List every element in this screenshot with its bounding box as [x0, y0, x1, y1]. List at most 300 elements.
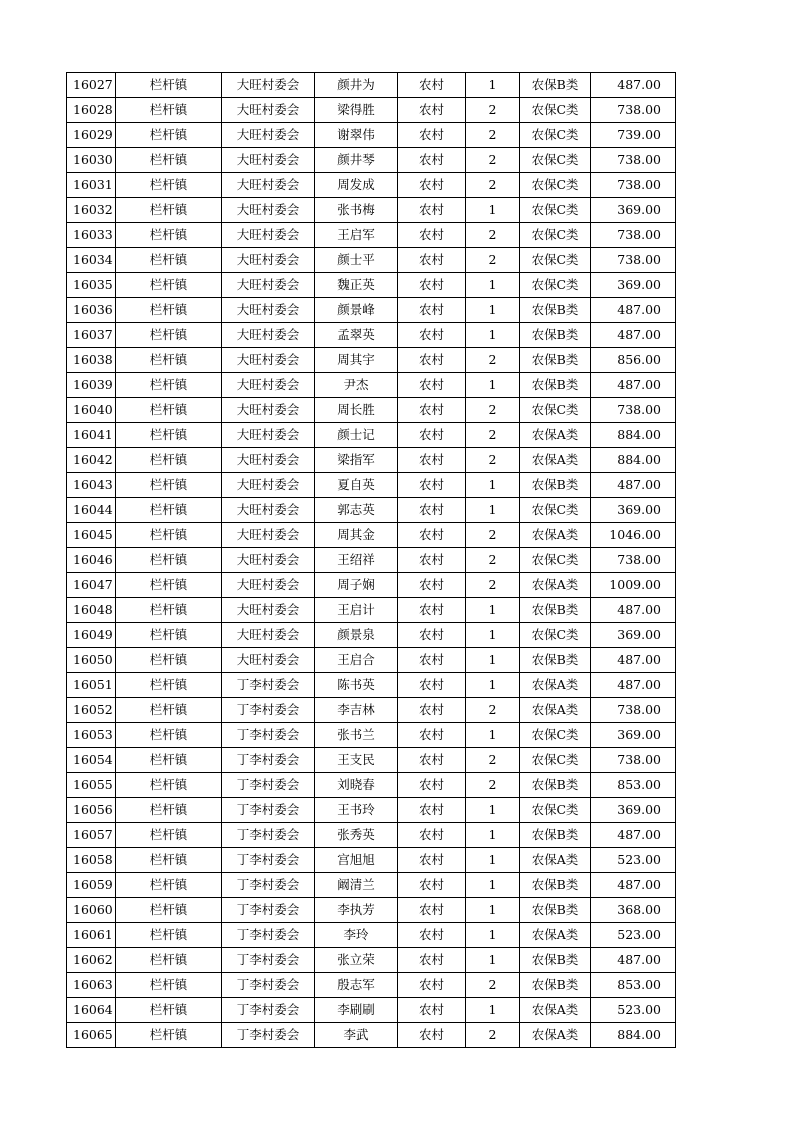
name-cell: 郭志英 — [315, 498, 398, 523]
table-row — [67, 423, 676, 448]
insurance-class-cell: 农保B类 — [520, 773, 591, 798]
amount-cell: 369.00 — [591, 498, 676, 523]
table-row — [67, 923, 676, 948]
area-type-cell: 农村 — [398, 548, 466, 573]
amount-cell: 487.00 — [591, 873, 676, 898]
record-id-cell: 16027 — [67, 73, 116, 98]
table-row — [67, 898, 676, 923]
record-id-cell: 16038 — [67, 348, 116, 373]
name-cell: 王绍祥 — [315, 548, 398, 573]
area-type-cell: 农村 — [398, 773, 466, 798]
table-row — [67, 948, 676, 973]
village-committee-cell: 大旺村委会 — [222, 173, 315, 198]
household-count-cell: 2 — [466, 448, 520, 473]
record-id-cell: 16061 — [67, 923, 116, 948]
record-id-cell: 16045 — [67, 523, 116, 548]
household-count-cell: 1 — [466, 873, 520, 898]
town-cell: 栏杆镇 — [116, 73, 222, 98]
area-type-cell: 农村 — [398, 973, 466, 998]
record-id-cell: 16063 — [67, 973, 116, 998]
town-cell: 栏杆镇 — [116, 223, 222, 248]
village-committee-cell: 大旺村委会 — [222, 473, 315, 498]
village-committee-cell: 大旺村委会 — [222, 498, 315, 523]
area-type-cell: 农村 — [398, 248, 466, 273]
area-type-cell: 农村 — [398, 223, 466, 248]
insurance-class-cell: 农保A类 — [520, 448, 591, 473]
area-type-cell: 农村 — [398, 448, 466, 473]
record-id-cell: 16033 — [67, 223, 116, 248]
area-type-cell: 农村 — [398, 848, 466, 873]
household-count-cell: 1 — [466, 673, 520, 698]
name-cell: 周子娴 — [315, 573, 398, 598]
household-count-cell: 2 — [466, 748, 520, 773]
record-id-cell: 16048 — [67, 598, 116, 623]
record-id-cell: 16057 — [67, 823, 116, 848]
record-id-cell: 16035 — [67, 273, 116, 298]
area-type-cell: 农村 — [398, 748, 466, 773]
table-row — [67, 148, 676, 173]
village-committee-cell: 大旺村委会 — [222, 248, 315, 273]
table-row — [67, 548, 676, 573]
town-cell: 栏杆镇 — [116, 198, 222, 223]
amount-cell: 369.00 — [591, 273, 676, 298]
name-cell: 李刷刷 — [315, 998, 398, 1023]
village-committee-cell: 大旺村委会 — [222, 373, 315, 398]
amount-cell: 738.00 — [591, 398, 676, 423]
household-count-cell: 2 — [466, 973, 520, 998]
village-committee-cell: 大旺村委会 — [222, 623, 315, 648]
record-id-cell: 16047 — [67, 573, 116, 598]
town-cell: 栏杆镇 — [116, 423, 222, 448]
name-cell: 孟翠英 — [315, 323, 398, 348]
table-row — [67, 723, 676, 748]
name-cell: 梁指军 — [315, 448, 398, 473]
name-cell: 张书兰 — [315, 723, 398, 748]
insurance-class-cell: 农保B类 — [520, 898, 591, 923]
household-count-cell: 1 — [466, 73, 520, 98]
town-cell: 栏杆镇 — [116, 473, 222, 498]
record-id-cell: 16051 — [67, 673, 116, 698]
village-committee-cell: 丁李村委会 — [222, 998, 315, 1023]
village-committee-cell: 大旺村委会 — [222, 123, 315, 148]
town-cell: 栏杆镇 — [116, 848, 222, 873]
insurance-class-cell: 农保A类 — [520, 923, 591, 948]
village-committee-cell: 大旺村委会 — [222, 348, 315, 373]
area-type-cell: 农村 — [398, 598, 466, 623]
insurance-class-cell: 农保B类 — [520, 648, 591, 673]
village-committee-cell: 大旺村委会 — [222, 298, 315, 323]
name-cell: 颜井为 — [315, 73, 398, 98]
insurance-class-cell: 农保C类 — [520, 398, 591, 423]
record-id-cell: 16059 — [67, 873, 116, 898]
insurance-class-cell: 农保C类 — [520, 273, 591, 298]
name-cell: 阚清兰 — [315, 873, 398, 898]
name-cell: 宫旭旭 — [315, 848, 398, 873]
village-committee-cell: 大旺村委会 — [222, 323, 315, 348]
table-row — [67, 648, 676, 673]
town-cell: 栏杆镇 — [116, 523, 222, 548]
amount-cell: 369.00 — [591, 723, 676, 748]
village-committee-cell: 大旺村委会 — [222, 198, 315, 223]
household-count-cell: 1 — [466, 298, 520, 323]
amount-cell: 738.00 — [591, 248, 676, 273]
name-cell: 尹杰 — [315, 373, 398, 398]
area-type-cell: 农村 — [398, 148, 466, 173]
name-cell: 魏正英 — [315, 273, 398, 298]
name-cell: 颜景峰 — [315, 298, 398, 323]
area-type-cell: 农村 — [398, 723, 466, 748]
record-id-cell: 16050 — [67, 648, 116, 673]
record-id-cell: 16065 — [67, 1023, 116, 1048]
area-type-cell: 农村 — [398, 473, 466, 498]
area-type-cell: 农村 — [398, 348, 466, 373]
insurance-class-cell: 农保C类 — [520, 548, 591, 573]
insurance-class-cell: 农保B类 — [520, 298, 591, 323]
table-row — [67, 323, 676, 348]
household-count-cell: 2 — [466, 548, 520, 573]
village-committee-cell: 大旺村委会 — [222, 398, 315, 423]
household-count-cell: 2 — [466, 223, 520, 248]
town-cell: 栏杆镇 — [116, 773, 222, 798]
village-committee-cell: 丁李村委会 — [222, 848, 315, 873]
insurance-class-cell: 农保C类 — [520, 148, 591, 173]
town-cell: 栏杆镇 — [116, 248, 222, 273]
record-id-cell: 16043 — [67, 473, 116, 498]
record-id-cell: 16055 — [67, 773, 116, 798]
amount-cell: 739.00 — [591, 123, 676, 148]
household-count-cell: 2 — [466, 423, 520, 448]
table-row — [67, 223, 676, 248]
village-committee-cell: 大旺村委会 — [222, 598, 315, 623]
roster-table — [66, 72, 676, 1048]
record-id-cell: 16046 — [67, 548, 116, 573]
town-cell: 栏杆镇 — [116, 148, 222, 173]
insurance-class-cell: 农保B类 — [520, 348, 591, 373]
record-id-cell: 16060 — [67, 898, 116, 923]
amount-cell: 738.00 — [591, 148, 676, 173]
amount-cell: 487.00 — [591, 73, 676, 98]
area-type-cell: 农村 — [398, 398, 466, 423]
town-cell: 栏杆镇 — [116, 448, 222, 473]
name-cell: 夏自英 — [315, 473, 398, 498]
insurance-class-cell: 农保A类 — [520, 1023, 591, 1048]
table-row — [67, 523, 676, 548]
record-id-cell: 16028 — [67, 98, 116, 123]
record-id-cell: 16052 — [67, 698, 116, 723]
roster-table-body — [67, 73, 676, 1048]
area-type-cell: 农村 — [398, 498, 466, 523]
area-type-cell: 农村 — [398, 98, 466, 123]
record-id-cell: 16058 — [67, 848, 116, 873]
household-count-cell: 1 — [466, 623, 520, 648]
household-count-cell: 2 — [466, 98, 520, 123]
town-cell: 栏杆镇 — [116, 573, 222, 598]
household-count-cell: 2 — [466, 123, 520, 148]
insurance-class-cell: 农保C类 — [520, 623, 591, 648]
village-committee-cell: 丁李村委会 — [222, 873, 315, 898]
record-id-cell: 16040 — [67, 398, 116, 423]
town-cell: 栏杆镇 — [116, 798, 222, 823]
household-count-cell: 1 — [466, 823, 520, 848]
insurance-class-cell: 农保A类 — [520, 698, 591, 723]
village-committee-cell: 大旺村委会 — [222, 423, 315, 448]
amount-cell: 369.00 — [591, 623, 676, 648]
name-cell: 颜井琴 — [315, 148, 398, 173]
area-type-cell: 农村 — [398, 523, 466, 548]
village-committee-cell: 丁李村委会 — [222, 748, 315, 773]
name-cell: 颜士记 — [315, 423, 398, 448]
household-count-cell: 1 — [466, 948, 520, 973]
village-committee-cell: 大旺村委会 — [222, 648, 315, 673]
town-cell: 栏杆镇 — [116, 398, 222, 423]
town-cell: 栏杆镇 — [116, 348, 222, 373]
table-row — [67, 298, 676, 323]
name-cell: 周长胜 — [315, 398, 398, 423]
household-count-cell: 2 — [466, 398, 520, 423]
insurance-class-cell: 农保A类 — [520, 523, 591, 548]
area-type-cell: 农村 — [398, 173, 466, 198]
household-count-cell: 2 — [466, 1023, 520, 1048]
insurance-class-cell: 农保B类 — [520, 823, 591, 848]
record-id-cell: 16036 — [67, 298, 116, 323]
record-id-cell: 16041 — [67, 423, 116, 448]
town-cell: 栏杆镇 — [116, 623, 222, 648]
insurance-class-cell: 农保B类 — [520, 873, 591, 898]
town-cell: 栏杆镇 — [116, 748, 222, 773]
town-cell: 栏杆镇 — [116, 1023, 222, 1048]
town-cell: 栏杆镇 — [116, 723, 222, 748]
town-cell: 栏杆镇 — [116, 373, 222, 398]
household-count-cell: 2 — [466, 573, 520, 598]
amount-cell: 738.00 — [591, 173, 676, 198]
table-row — [67, 673, 676, 698]
village-committee-cell: 大旺村委会 — [222, 148, 315, 173]
insurance-class-cell: 农保A类 — [520, 573, 591, 598]
table-row — [67, 123, 676, 148]
village-committee-cell: 丁李村委会 — [222, 1023, 315, 1048]
household-count-cell: 2 — [466, 173, 520, 198]
amount-cell: 523.00 — [591, 848, 676, 873]
household-count-cell: 1 — [466, 923, 520, 948]
table-row — [67, 198, 676, 223]
insurance-class-cell: 农保C类 — [520, 123, 591, 148]
town-cell: 栏杆镇 — [116, 948, 222, 973]
household-count-cell: 1 — [466, 198, 520, 223]
household-count-cell: 2 — [466, 773, 520, 798]
table-row — [67, 848, 676, 873]
record-id-cell: 16039 — [67, 373, 116, 398]
amount-cell: 369.00 — [591, 198, 676, 223]
insurance-class-cell: 农保A类 — [520, 673, 591, 698]
amount-cell: 487.00 — [591, 823, 676, 848]
record-id-cell: 16029 — [67, 123, 116, 148]
area-type-cell: 农村 — [398, 198, 466, 223]
amount-cell: 884.00 — [591, 423, 676, 448]
village-committee-cell: 大旺村委会 — [222, 98, 315, 123]
insurance-class-cell: 农保C类 — [520, 173, 591, 198]
table-row — [67, 1023, 676, 1048]
household-count-cell: 1 — [466, 998, 520, 1023]
area-type-cell: 农村 — [398, 73, 466, 98]
table-row — [67, 348, 676, 373]
village-committee-cell: 大旺村委会 — [222, 223, 315, 248]
village-committee-cell: 丁李村委会 — [222, 948, 315, 973]
table-row — [67, 73, 676, 98]
insurance-class-cell: 农保B类 — [520, 948, 591, 973]
record-id-cell: 16062 — [67, 948, 116, 973]
household-count-cell: 2 — [466, 348, 520, 373]
insurance-class-cell: 农保B类 — [520, 73, 591, 98]
area-type-cell: 农村 — [398, 898, 466, 923]
table-row — [67, 373, 676, 398]
amount-cell: 853.00 — [591, 773, 676, 798]
insurance-class-cell: 农保C类 — [520, 798, 591, 823]
town-cell: 栏杆镇 — [116, 98, 222, 123]
village-committee-cell: 丁李村委会 — [222, 923, 315, 948]
record-id-cell: 16044 — [67, 498, 116, 523]
town-cell: 栏杆镇 — [116, 823, 222, 848]
table-row — [67, 748, 676, 773]
amount-cell: 523.00 — [591, 923, 676, 948]
insurance-class-cell: 农保A类 — [520, 423, 591, 448]
household-count-cell: 1 — [466, 723, 520, 748]
household-count-cell: 1 — [466, 848, 520, 873]
amount-cell: 487.00 — [591, 598, 676, 623]
table-row — [67, 448, 676, 473]
table-row — [67, 623, 676, 648]
name-cell: 王支民 — [315, 748, 398, 773]
amount-cell: 369.00 — [591, 798, 676, 823]
town-cell: 栏杆镇 — [116, 598, 222, 623]
town-cell: 栏杆镇 — [116, 873, 222, 898]
town-cell: 栏杆镇 — [116, 923, 222, 948]
village-committee-cell: 大旺村委会 — [222, 448, 315, 473]
name-cell: 颜景泉 — [315, 623, 398, 648]
record-id-cell: 16031 — [67, 173, 116, 198]
household-count-cell: 1 — [466, 798, 520, 823]
area-type-cell: 农村 — [398, 923, 466, 948]
area-type-cell: 农村 — [398, 798, 466, 823]
town-cell: 栏杆镇 — [116, 648, 222, 673]
village-committee-cell: 大旺村委会 — [222, 573, 315, 598]
amount-cell: 884.00 — [591, 448, 676, 473]
name-cell: 李吉林 — [315, 698, 398, 723]
household-count-cell: 1 — [466, 898, 520, 923]
town-cell: 栏杆镇 — [116, 498, 222, 523]
household-count-cell: 2 — [466, 248, 520, 273]
town-cell: 栏杆镇 — [116, 698, 222, 723]
household-count-cell: 2 — [466, 148, 520, 173]
amount-cell: 738.00 — [591, 98, 676, 123]
village-committee-cell: 丁李村委会 — [222, 798, 315, 823]
amount-cell: 487.00 — [591, 298, 676, 323]
amount-cell: 487.00 — [591, 323, 676, 348]
town-cell: 栏杆镇 — [116, 998, 222, 1023]
name-cell: 王书玲 — [315, 798, 398, 823]
town-cell: 栏杆镇 — [116, 298, 222, 323]
amount-cell: 856.00 — [591, 348, 676, 373]
record-id-cell: 16034 — [67, 248, 116, 273]
record-id-cell: 16030 — [67, 148, 116, 173]
household-count-cell: 1 — [466, 373, 520, 398]
name-cell: 张立荣 — [315, 948, 398, 973]
amount-cell: 487.00 — [591, 948, 676, 973]
village-committee-cell: 大旺村委会 — [222, 73, 315, 98]
name-cell: 周发成 — [315, 173, 398, 198]
amount-cell: 738.00 — [591, 548, 676, 573]
record-id-cell: 16049 — [67, 623, 116, 648]
name-cell: 李武 — [315, 1023, 398, 1048]
area-type-cell: 农村 — [398, 998, 466, 1023]
area-type-cell: 农村 — [398, 273, 466, 298]
village-committee-cell: 大旺村委会 — [222, 273, 315, 298]
insurance-class-cell: 农保C类 — [520, 248, 591, 273]
area-type-cell: 农村 — [398, 698, 466, 723]
insurance-class-cell: 农保C类 — [520, 223, 591, 248]
town-cell: 栏杆镇 — [116, 323, 222, 348]
town-cell: 栏杆镇 — [116, 673, 222, 698]
name-cell: 张书梅 — [315, 198, 398, 223]
amount-cell: 487.00 — [591, 648, 676, 673]
amount-cell: 738.00 — [591, 698, 676, 723]
record-id-cell: 16056 — [67, 798, 116, 823]
household-count-cell: 2 — [466, 523, 520, 548]
table-row — [67, 823, 676, 848]
insurance-class-cell: 农保B类 — [520, 598, 591, 623]
area-type-cell: 农村 — [398, 648, 466, 673]
area-type-cell: 农村 — [398, 948, 466, 973]
table-row — [67, 248, 676, 273]
household-count-cell: 1 — [466, 473, 520, 498]
village-committee-cell: 丁李村委会 — [222, 723, 315, 748]
record-id-cell: 16054 — [67, 748, 116, 773]
amount-cell: 487.00 — [591, 373, 676, 398]
name-cell: 殷志军 — [315, 973, 398, 998]
amount-cell: 523.00 — [591, 998, 676, 1023]
village-committee-cell: 丁李村委会 — [222, 973, 315, 998]
village-committee-cell: 大旺村委会 — [222, 523, 315, 548]
area-type-cell: 农村 — [398, 373, 466, 398]
name-cell: 王启军 — [315, 223, 398, 248]
name-cell: 刘晓春 — [315, 773, 398, 798]
name-cell: 王启计 — [315, 598, 398, 623]
table-row — [67, 773, 676, 798]
household-count-cell: 2 — [466, 698, 520, 723]
table-row — [67, 998, 676, 1023]
amount-cell: 487.00 — [591, 473, 676, 498]
insurance-class-cell: 农保C类 — [520, 748, 591, 773]
area-type-cell: 农村 — [398, 673, 466, 698]
household-count-cell: 1 — [466, 648, 520, 673]
insurance-class-cell: 农保B类 — [520, 473, 591, 498]
name-cell: 颜士平 — [315, 248, 398, 273]
name-cell: 王启合 — [315, 648, 398, 673]
name-cell: 李玲 — [315, 923, 398, 948]
amount-cell: 368.00 — [591, 898, 676, 923]
area-type-cell: 农村 — [398, 323, 466, 348]
area-type-cell: 农村 — [398, 823, 466, 848]
amount-cell: 1046.00 — [591, 523, 676, 548]
record-id-cell: 16037 — [67, 323, 116, 348]
town-cell: 栏杆镇 — [116, 173, 222, 198]
area-type-cell: 农村 — [398, 1023, 466, 1048]
record-id-cell: 16042 — [67, 448, 116, 473]
household-count-cell: 1 — [466, 273, 520, 298]
table-row — [67, 498, 676, 523]
amount-cell: 487.00 — [591, 673, 676, 698]
village-committee-cell: 丁李村委会 — [222, 898, 315, 923]
table-row — [67, 98, 676, 123]
